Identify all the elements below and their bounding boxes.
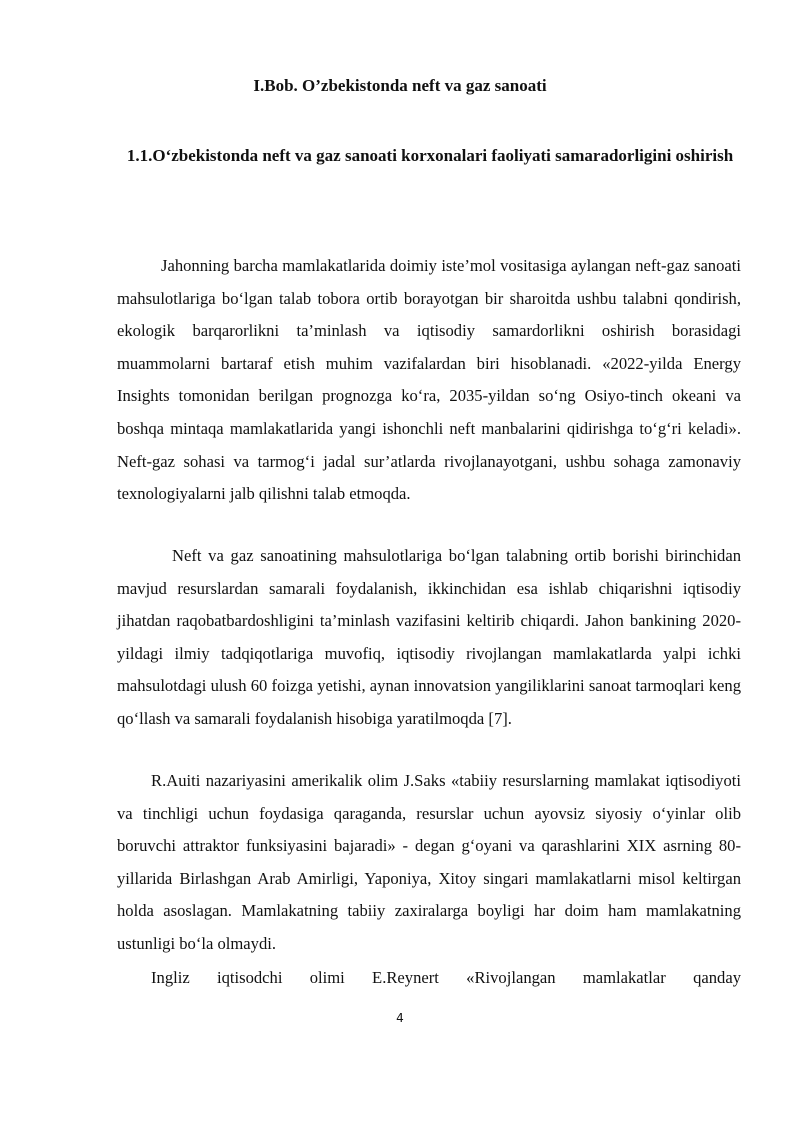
paragraph-3: R.Auiti nazariyasini amerikalik olim J.Saks «tabiiy resurslarning mamlakat iqtisodiyoti va tinchligi uchun foydasiga qaraganda, resurslar uchun ayovsiz siyosiy o‘yinlar olib boruvchi attraktor funksiyasini bajaradi» - degan g‘oyani va qarashlarini XIX asrning 80-yillarida Birlashgan Arab Amirligi, Yaponiya, Xitoy singari mamlakatlarni misol keltirgan holda asoslagan. Mamlakatning tabiiy zaxiralarga boyligi har doim ham mamlakatning ustunligi bo‘la olmaydi. bbox=[117, 771, 741, 953]
chapter-title: I.Bob. O’zbekistonda neft va gaz sanoati bbox=[253, 76, 547, 95]
page-number: 4 bbox=[396, 1011, 404, 1025]
paragraph-1: Jahonning barcha mamlakatlarida doimiy iste’mol vositasiga aylangan neft-gaz sanoati mahsulotlariga bo‘lgan talab tobora ortib borayotgan bir sharoitda ushbu talabni qondirish, ekologik barqarorlikni ta’minlash va iqtisodiy samardorlikni oshirish borasidagi muammolarni bartaraf etish muhim vazifalardan biri hisoblanadi. «2022-yilda Energy Insights tomonidan berilgan prognozga ko‘ra, 2035-yildan so‘ng Osiyo-tinch okeani va boshqa mintaqa mamlakatlarida yangi ishonchli neft manbalarini qidirishga to‘g‘ri keladi». Neft-gaz sohasi va tarmog‘i jadal sur’atlarda rivojlanayotgani, ushbu sohaga zamonaviy texnologiyalarni jalb qilishni talab etmoqda. bbox=[117, 256, 741, 504]
paragraph-4: Ingliz iqtisodchi olimi E.Reynert «Rivojlangan mamlakatlar qanday bbox=[151, 968, 741, 987]
paragraph-2: Neft va gaz sanoatining mahsulotlariga bo‘lgan talabning ortib borishi birinchidan mavjud resurslardan samarali foydalanish, ikkinchidan esa ishlab chiqarishni iqtisodiy jihatdan raqobatbardoshligini ta’minlash vazifasini keltirib chiqardi. Jahon bankining 2020-yildagi ilmiy tadqiqotlariga muvofiq, iqtisodiy rivojlangan mamlakatlarda yalpi ichki mahsulotdagi ulush 60 foizga yetishi, aynan innovatsion yangiliklarini sanoat tarmoqlari keng qo‘llash va samarali foydalanish hisobiga yaratilmoqda [7]. bbox=[117, 546, 741, 728]
section-title: 1.1.O‘zbekistonda neft va gaz sanoati korxonalari faoliyati samaradorligini oshirish bbox=[126, 146, 734, 165]
